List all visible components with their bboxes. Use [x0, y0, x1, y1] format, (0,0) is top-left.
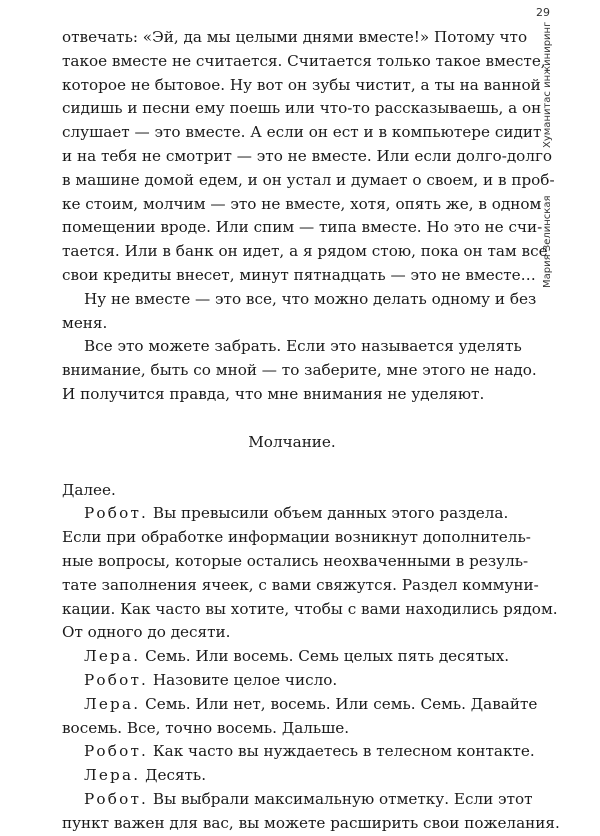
text-line: помещении вроде. Или спим — типа вместе. Но это не счи- [62, 218, 543, 237]
dialogue-line: тате заполнения ячеек, с вами свяжутся. Раздел коммуни- [62, 575, 539, 594]
speaker-name: Робот. [84, 670, 149, 689]
text-line: внимание, быть со мной — то заберите, мне этого не надо. [62, 361, 537, 380]
dialogue-line: Вы превысили объем данных этого раздела. [152, 504, 509, 523]
text-line: свои кредиты внесет, минут пятнадцать — это не вместе… [62, 265, 536, 284]
running-head-author: Мария Зелинская [542, 195, 553, 288]
text-line: Ну не вместе — это все, что можно делать одному и без [84, 289, 537, 308]
dialogue-line: Семь. Или нет, восемь. Или семь. Семь. Давайте [145, 694, 538, 713]
text-line: сидишь и песни ему поешь или что-то рассказываешь, а он [62, 99, 542, 118]
text-line: меня. [62, 313, 108, 332]
dialogue-line: пункт важен для вас, вы можете расширить свои пожелания. [62, 813, 560, 832]
text-line: такое вместе не считается. Считается только такое вместе, [62, 51, 546, 70]
page-number: 29 [536, 6, 550, 19]
paragraph-3 [62, 335, 537, 406]
speaker-name: Лера. [84, 647, 141, 666]
dialogue-6 [62, 764, 522, 788]
dialogue-line: Семь. Или восемь. Семь целых пять десятых. [145, 647, 510, 666]
speaker-name: Лера. [84, 694, 141, 713]
text-line: и на тебя не смотрит — это не вместе. Или если долго-долго [62, 146, 553, 165]
next-line: Далее. [62, 480, 116, 499]
dialogue-line: Как часто вы нуждаетесь в телесном контакте. [152, 742, 535, 761]
dialogue-3 [62, 669, 522, 693]
speaker-name: Лера. [84, 766, 141, 785]
dialogue-line: Если при обработке информации возникнут дополнитель- [62, 528, 531, 547]
text-line: Все это можете забрать. Если это называется уделять [84, 337, 522, 356]
dialogue-5 [62, 740, 535, 764]
speaker-name: Робот. [84, 504, 149, 523]
dialogue-line: Десять. [145, 766, 207, 785]
text-line: слушает — это вместе. А если он ест и в компьютере сидит [62, 123, 542, 142]
paragraph-2 [62, 288, 537, 336]
dialogue-line: кации. Как часто вы хотите, чтобы с вами находились рядом. [62, 599, 558, 618]
dialogue-2 [62, 645, 522, 669]
dialogue-line: восемь. Все, точно восемь. Дальше. [62, 718, 350, 737]
speaker-name: Робот. [84, 742, 149, 761]
text-line: в машине домой едем, и он устал и думает о своем, и в проб- [62, 170, 555, 189]
running-head-title: Хуманитас инжиниринг [542, 21, 553, 148]
text-line: которое не бытовое. Ну вот он зубы чистит, а ты на ванной [62, 75, 541, 94]
stage-direction: Молчание. [248, 432, 336, 451]
text-line: ке стоим, молчим — это не вместе, хотя, опять же, в одном [62, 194, 542, 213]
dialogue-1 [62, 502, 558, 645]
text-line: отвечать: «Эй, да мы целыми днями вместе!» Потому что [62, 28, 528, 46]
speaker-name: Робот. [84, 789, 149, 808]
text-line: тается. Или в банк он идет, а я рядом стою, пока он там все [62, 242, 548, 261]
dialogue-line: Назовите целое число. [152, 670, 338, 689]
dialogue-line: ные вопросы, которые остались неохваченными в резуль- [62, 551, 529, 570]
text-line: И получится правда, что мне внимания не уделяют. [62, 384, 485, 403]
dialogue-line: От одного до десяти. [62, 623, 231, 642]
dialogue-7 [62, 788, 560, 836]
dialogue-4 [62, 693, 538, 741]
dialogue-line: Вы выбрали максимальную отметку. Если этот [152, 789, 533, 808]
